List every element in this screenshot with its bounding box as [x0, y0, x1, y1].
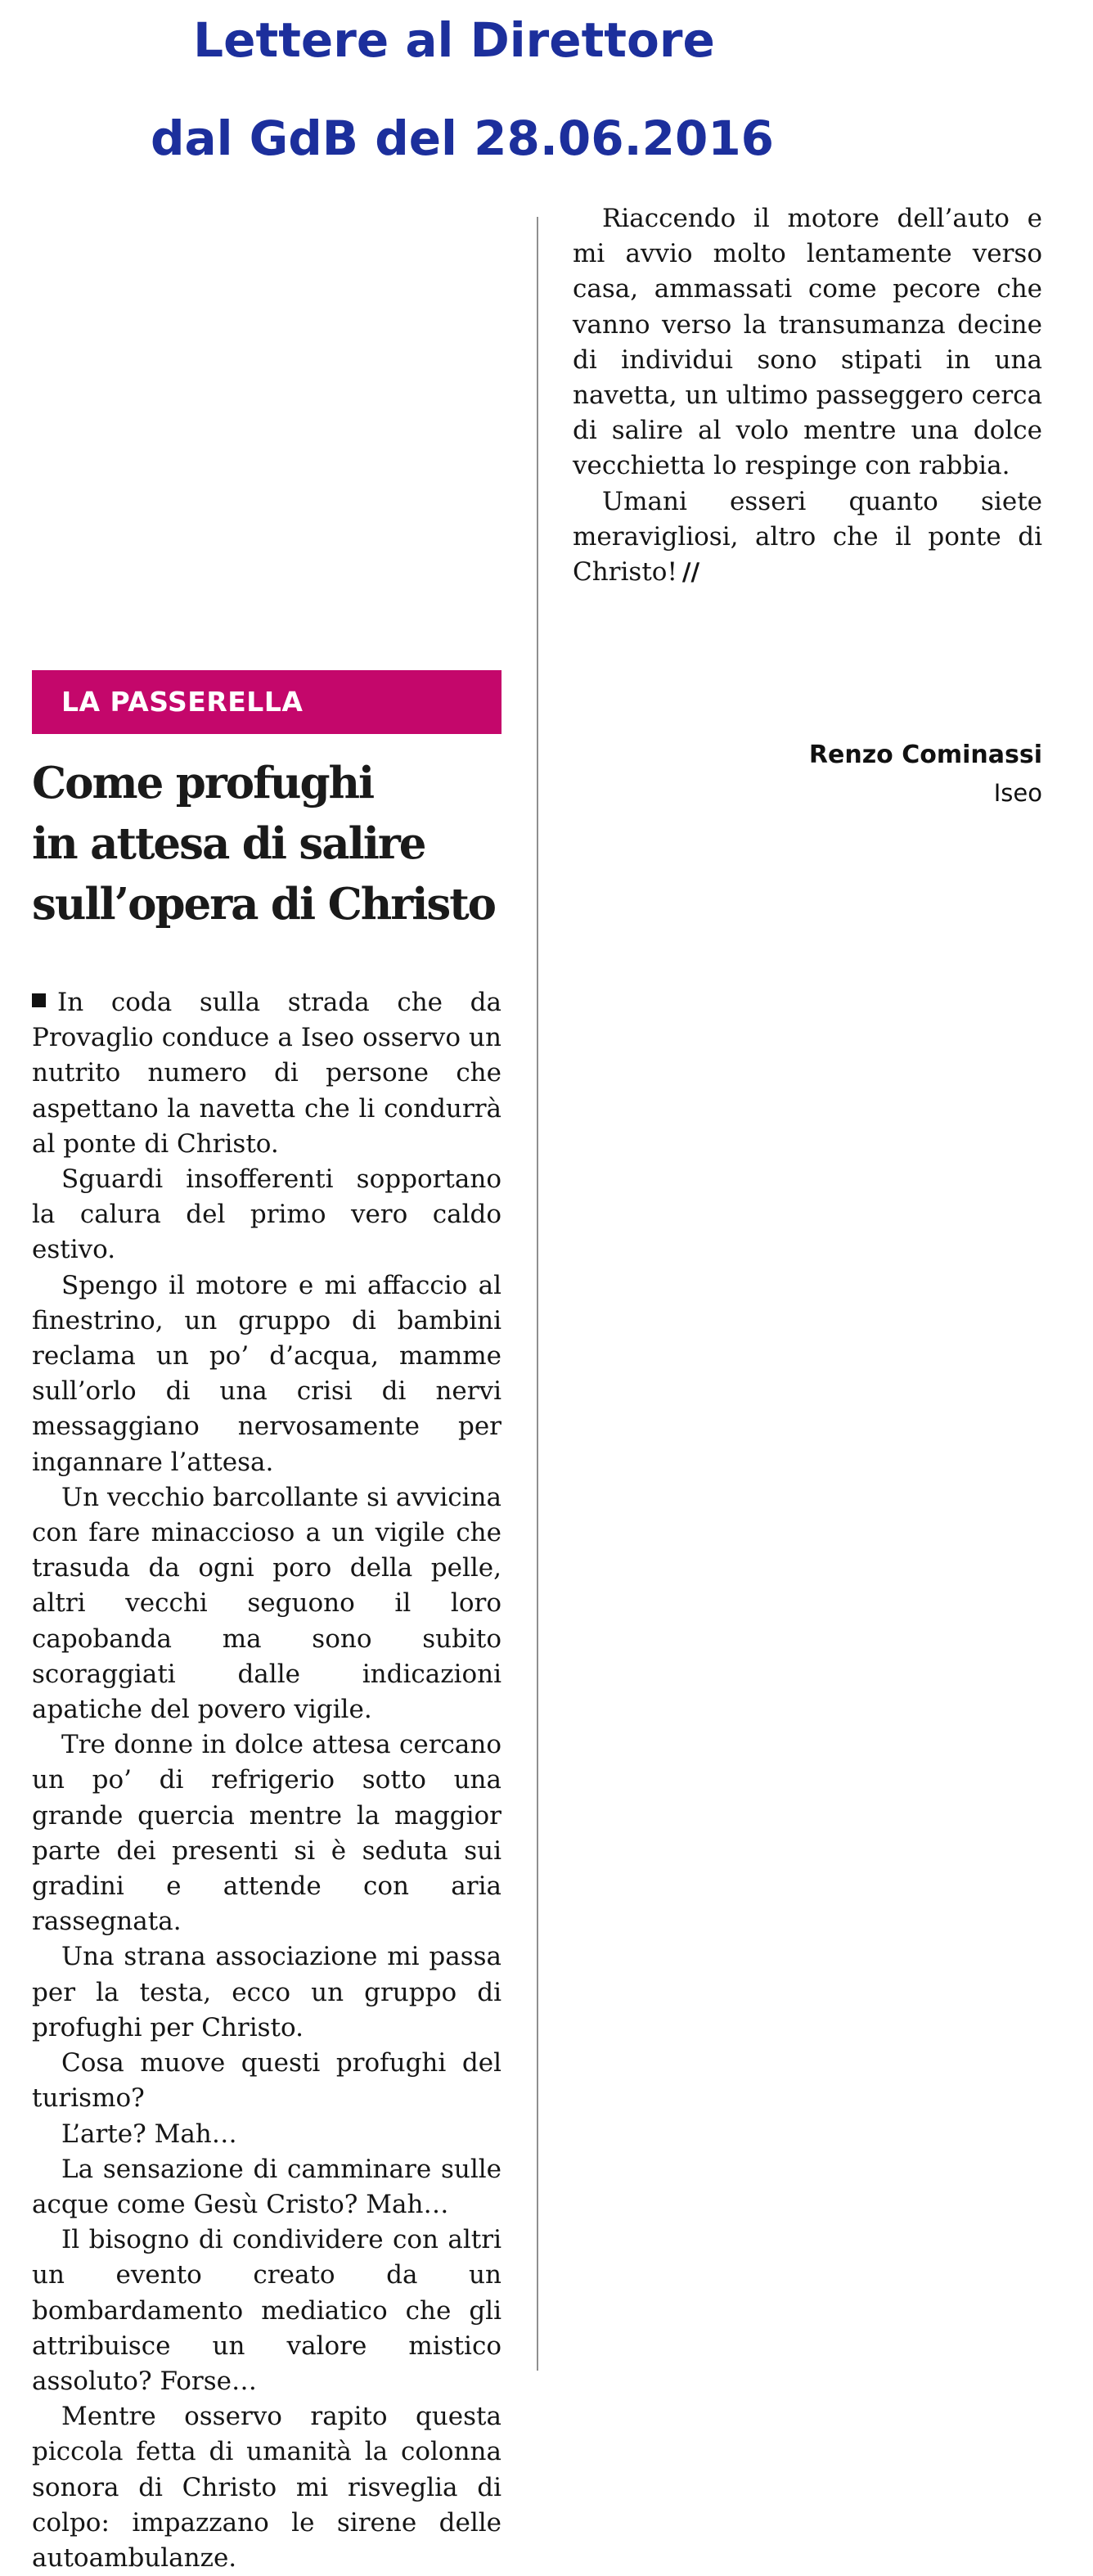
- headline-line: sull’opera di Christo: [32, 879, 496, 930]
- author-place: Iseo: [993, 779, 1042, 807]
- author-name: Renzo Cominassi: [808, 741, 1042, 769]
- article-paragraph: [573, 484, 1042, 591]
- article-paragraph: [32, 985, 502, 1162]
- headline-line: Come profughi: [32, 758, 374, 808]
- article-paragraph: Un vecchio barcollante si avvicina con fare minaccioso a un vigile che trasuda da ogni poro della pelle, altri vecchi seguono il loro capobanda ma sono subito scoraggiati dalle indicazioni apatiche del povero vigile.: [32, 1482, 502, 1725]
- article-paragraph: L’arte? Mah…: [61, 2119, 237, 2149]
- article-paragraph: Tre donne in dolce attesa cercano un po’ di refrigerio sotto una grande quercia mentre la maggior parte dei presenti si è seduta sui gradini e attende con aria rassegnata.: [32, 1730, 502, 1937]
- section-tag: [32, 670, 502, 734]
- header-title-line-1: Lettere al Direttore: [193, 12, 715, 68]
- paragraph-text: In coda sulla strada che da Provaglio conduce a Iseo osservo un nutrito numero di persone che aspettano la navetta che li condurrà al ponte di Christo.: [32, 988, 502, 1159]
- paragraph-text: Umani esseri quanto siete meravigliosi, altro che il ponte di Christo!: [573, 486, 1042, 588]
- headline-line: in attesa di salire: [32, 818, 425, 869]
- article-paragraph: Sguardi insofferenti sopportano la calura del primo vero caldo estivo.: [32, 1164, 502, 1265]
- article-paragraph: Riaccendo il motore dell’auto e mi avvio molto lentamente verso casa, ammassati come pecore che vanno verso la transumanza decine di individui sono stipati in una navetta, un ultimo passeggero cerca di salire al volo mentre una dolce vecchietta lo respinge con rabbia.: [573, 204, 1042, 481]
- square-bullet-icon: [32, 993, 46, 1007]
- article-column-right: [573, 201, 1042, 590]
- article-paragraph: La sensazione di camminare sulle acque come Gesù Cristo? Mah…: [32, 2154, 502, 2219]
- end-mark: //: [681, 558, 700, 587]
- section-tag-label: LA PASSERELLA: [61, 686, 304, 718]
- article-paragraph: Il bisogno di condividere con altri un evento creato da un bombardamento mediatico che gli attribuisce un valore mistico assoluto? Forse…: [32, 2225, 502, 2396]
- article-column-left: [32, 985, 502, 2576]
- article-headline: [32, 753, 523, 934]
- header-title-line-2: dal GdB del 28.06.2016: [150, 110, 775, 166]
- article-paragraph: Cosa muove questi profughi del turismo?: [32, 2048, 502, 2114]
- article-paragraph: Una strana associazione mi passa per la testa, ecco un gruppo di profughi per Christo.: [32, 1942, 502, 2042]
- article-paragraph: Spengo il motore e mi affaccio al finestrino, un gruppo di bambini reclama un po’ d’acqua, mamme sull’orlo di una crisi di nervi messaggiano nervosamente per ingannare l’attesa.: [32, 1270, 502, 1477]
- article-paragraph: Mentre osservo rapito questa piccola fetta di umanità la colonna sonora di Christo mi risveglia di colpo: impazzano le sirene delle autoambulanze.: [32, 2402, 502, 2573]
- column-divider: [537, 217, 538, 2371]
